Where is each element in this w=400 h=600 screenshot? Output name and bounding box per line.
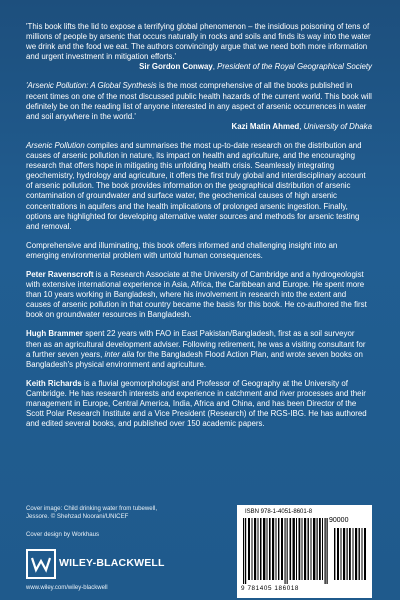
endorsement-1-author: Sir Gordon Conway (139, 62, 213, 72)
barcode-digits: 9 781405 186018 (241, 585, 300, 592)
endorsement-2-affiliation: University of Dhaka (303, 121, 372, 131)
endorsement-2-title: 'Arsenic Pollution: A Global Synthesis (26, 81, 157, 91)
publisher-logo (26, 547, 176, 581)
cover-design-credit: Cover design by Workhaus (26, 531, 100, 538)
author-bio-brammer (26, 329, 372, 369)
book-summary (26, 141, 372, 232)
bio-2-text-a: spent 22 years with FAO in East Pakistan/Bangladesh, first as a soil surveyor then as an agricultural development adviser. Following retirement, he was a visiting consultant for a further seven years, (26, 329, 366, 359)
closing-statement: Comprehensive and illuminating, this book offers informed and challenging insight into an emerging environmental problem with untold human consequences. (26, 240, 338, 260)
wiley-logo-icon (26, 549, 56, 579)
bio-1-name: Peter Ravenscroft (26, 269, 94, 279)
author-bio-ravenscroft (26, 270, 372, 320)
endorsement-1-text: 'This book lifts the lid to expose a terrifying global phenomenon – the insidious poisoning of tens of millions of people by arsenic that occurs naturally in rocks and soils and finds its way into the water we drink and the food we eat. The authors convincingly argue that we need both more information and urgent investment in mitigation efforts.' (26, 22, 371, 62)
publisher-name: WILEY-BLACKWELL (59, 557, 165, 569)
endorsement-quote-1 (26, 22, 372, 62)
bio-2-italic: inter alia (104, 349, 135, 359)
bio-2-text-b: for the Bangladesh Flood Action Plan, and wrote seven books on Bangladesh's physical environment and agriculture. (26, 349, 363, 369)
barcode-bars-icon (241, 518, 369, 584)
endorsement-2-attribution: Kazi Matin Ahmed, University of Dhaka (231, 121, 372, 131)
endorsement-2-author: Kazi Matin Ahmed (231, 121, 300, 131)
author-bio-richards (26, 379, 372, 429)
endorsement-2-text: is the most comprehensive of all the books published in recent times on one of the most discussed public health hazards of the current world. This book will definitely be on the reading list of anyone interested in any aspect of arsenic occurrences in water and soil anywhere in the world.' (26, 81, 372, 121)
isbn-text: ISBN 978-1-4051-8601-8 (245, 509, 313, 515)
summary-text: compiles and summarises the most up-to-date research on the distribution and causes of arsenic pollution in nature, its impact on health and agriculture, and the encouraging research that offers hope in mitigating this unfolding health crisis. Seamlessly integrating geochemistry, hydrology and agriculture, it offers the first truly global and interdisciplinary account of arsenic pollution. The book provides information on the geographical distribution of arsenic contamination of groundwater and surface water, the geochemical causes of high arsenic concentrations in aquifers and the health implications of prolonged arsenic ingestion. Finally, options are highlighted for developing alternative water sources and methods for arsenic testing and removal. (26, 140, 366, 231)
bio-3-text: is a fluvial geomorphologist and Professor of Geography at the University of Cambridge. He has research interests and experience in catchment and river processes and their management in Europe, Central America, India, Africa and China, and has been Director of the Scott Polar Research Institute and a Vice President (Research) of the RGS-IBG. He has authored and edited several books, and published over 150 academic papers. (26, 378, 367, 429)
endorsement-1-attribution: Sir Gordon Conway, President of the Royal Geographical Society (139, 62, 372, 72)
bio-1-text: is a Research Associate at the University of Cambridge and a hydrogeologist with extensive international experience in Asia, Africa, the Caribbean and Europe. He spent more than 10 years working in Bangladesh, where his involvement in research into the extent and causes of arsenic pollution in that country became the basis for this book. He co-authored the first book on groundwater resources in Bangladesh. (26, 269, 367, 320)
cover-footer (26, 505, 372, 600)
endorsement-1-affiliation: President of the Royal Geographical Society (217, 62, 372, 72)
bio-3-name: Keith Richards (26, 378, 82, 388)
cover-image-credit: Cover image: Child drinking water from tubewell, Jessore. © Shehzad Noorani/UNICEF (26, 505, 158, 520)
publisher-website[interactable]: www.wiley.com/wiley-blackwell (26, 585, 108, 591)
isbn-barcode (237, 505, 372, 598)
summary-title: Arsenic Pollution (26, 140, 85, 150)
endorsement-quote-2 (26, 81, 372, 121)
bio-2-name: Hugh Brammer (26, 329, 83, 339)
barcode-addon-number: 90000 (329, 517, 349, 524)
